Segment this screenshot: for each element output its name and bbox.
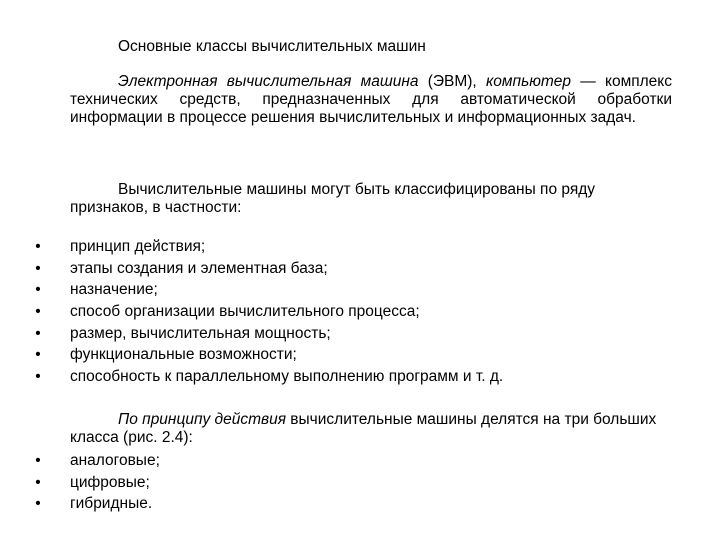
definition-abbr: (ЭВМ), xyxy=(418,73,486,90)
bullet-icon: • xyxy=(35,238,41,255)
list-item-text: цифровые; xyxy=(70,473,150,491)
list-item xyxy=(35,452,672,474)
bullet-icon: • xyxy=(35,452,41,469)
classes-intro-text: вычислительные машины делятся на три больших класса (рис. 2.4): xyxy=(70,411,657,446)
bullet-icon: • xyxy=(35,281,41,299)
classes-intro-emphasis: По принципу действия xyxy=(118,411,286,428)
list-item-text: способность к параллельному выполнению программ и т. д. xyxy=(70,368,504,386)
classification-intro: Вычислительные машины могут быть классифицированы по ряду признаков, в частности: xyxy=(70,181,596,216)
list-item xyxy=(35,303,672,325)
definition-term: Электронная вычислительная машина xyxy=(118,73,419,90)
list-item xyxy=(35,346,672,368)
bullet-icon: • xyxy=(35,495,41,513)
list-item xyxy=(35,495,672,517)
list-item-text: принцип действия; xyxy=(70,238,206,255)
definition-paragraph xyxy=(70,73,672,127)
bullet-icon: • xyxy=(35,324,41,342)
list-item-text: способ организации вычислительного процесса; xyxy=(70,303,420,321)
bullet-icon: • xyxy=(35,303,41,321)
list-item-text: размер, вычислительная мощность; xyxy=(70,324,331,342)
bullet-icon: • xyxy=(35,473,41,491)
list-item-text: этапы создания и элементная база; xyxy=(70,259,328,277)
list-item xyxy=(35,238,672,260)
bullet-icon: • xyxy=(35,346,41,364)
list-item xyxy=(35,281,672,303)
list-item xyxy=(35,324,672,347)
page-title: Основные классы вычислительных машин xyxy=(118,38,426,55)
list-item xyxy=(35,259,672,282)
criteria-list xyxy=(35,238,672,390)
list-item-text: функциональные возможности; xyxy=(70,346,297,364)
list-item-text: гибридные. xyxy=(70,495,153,513)
list-item xyxy=(35,473,672,496)
classes-list xyxy=(35,452,672,517)
bullet-icon: • xyxy=(35,259,41,277)
definition-text: — комплекс технических средств, предназначенных для автоматической обработки информации в процессе решения вычислительных и информационных задач. xyxy=(70,73,672,126)
definition-synonym: компьютер xyxy=(485,73,572,90)
list-item-text: назначение; xyxy=(70,281,158,299)
list-item xyxy=(35,368,672,390)
classes-intro-paragraph xyxy=(70,411,672,447)
bullet-icon: • xyxy=(35,368,41,386)
list-item-text: аналоговые; xyxy=(70,452,160,469)
